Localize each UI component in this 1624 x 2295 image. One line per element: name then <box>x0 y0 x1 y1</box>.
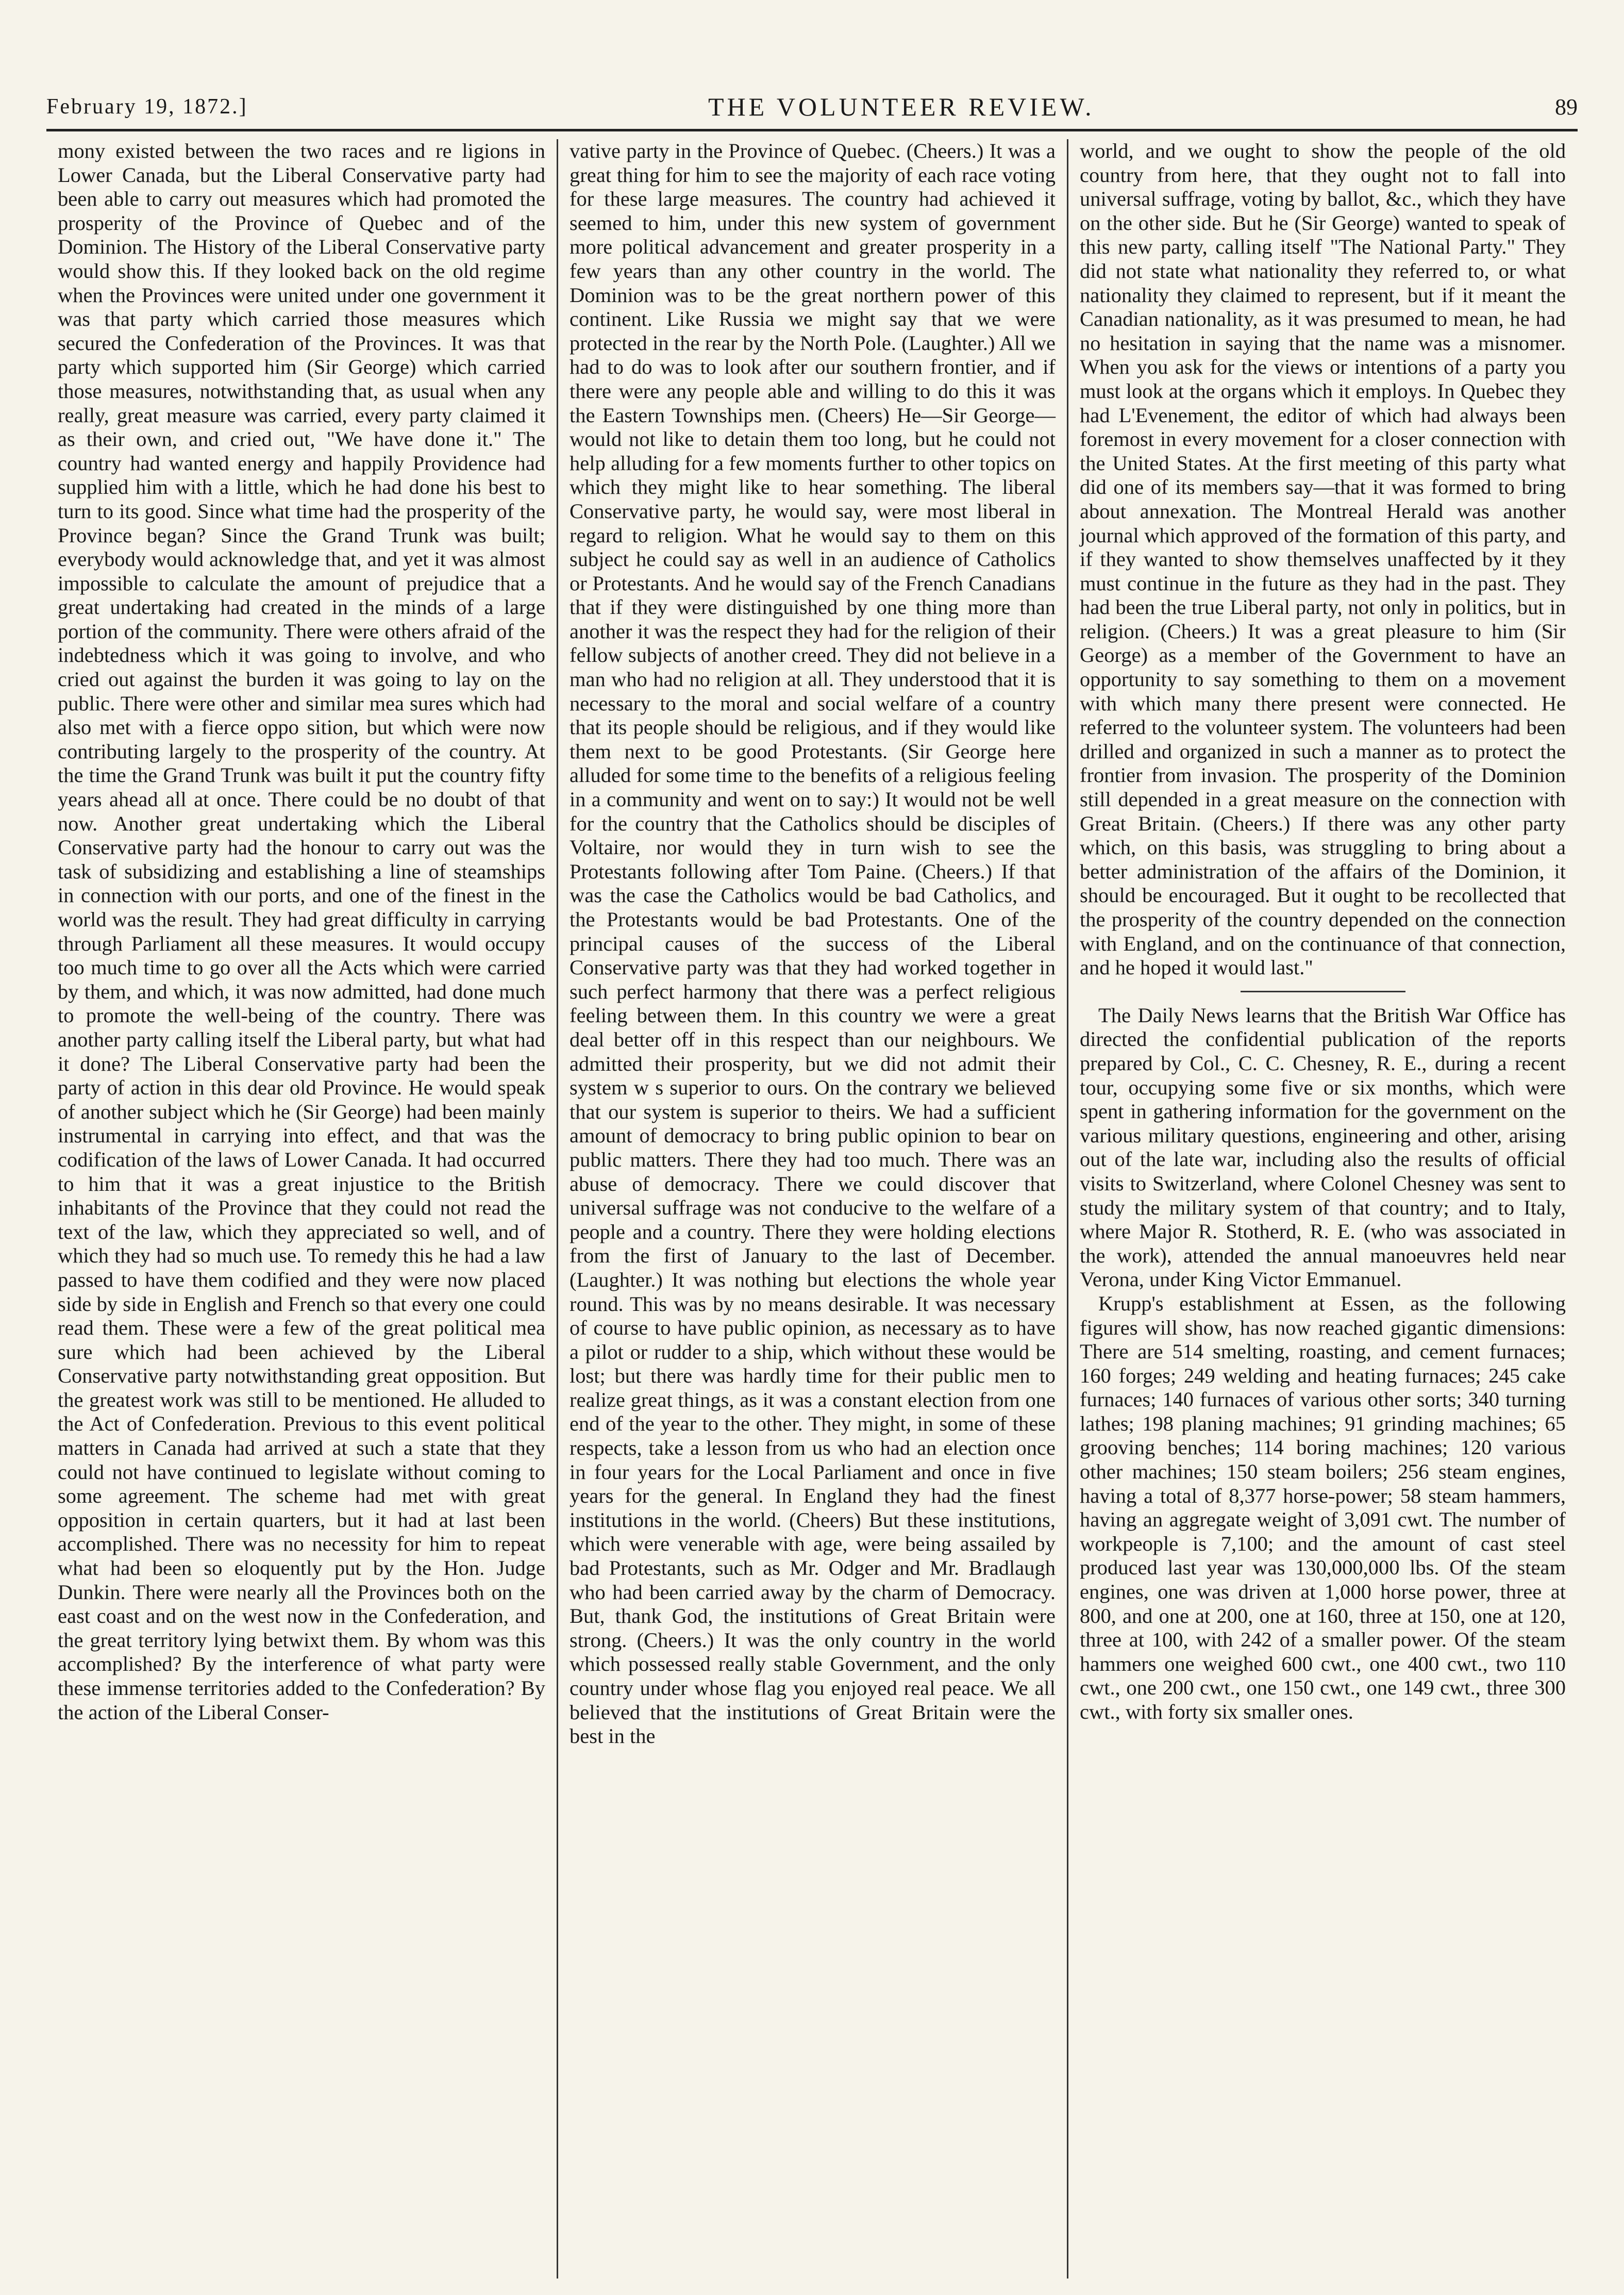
text-columns <box>46 139 1578 2279</box>
column-3-speech-conclusion: world, and we ought to show the people of the old country from here, that they ought not to fall into universal suffrage, voting by ballot, &c., which they have on the other side. But he (Sir George) wanted to speak of this new party, calling itself "The National Party." They did not state what nationality they referred to, or what nationality they claimed to represent, but if it meant the Canadian nationality, as it was presumed to mean, he had no hesitation in saying that the name was a misnomer. When you ask for the views or intentions of a party you must look at the organs which it employs. In Quebec they had L'Evenement, the editor of which had always been foremost in every movement for a closer connection with the United States. At the first meeting of this party what did one of its members say—that it was formed to bring about annexation. The Montreal Herald was another journal which approved of the formation of this party, and if they wanted to show themselves unaffected by it they must continue in the future as they had in the past. They had been the true Liberal party, not only in politics, but in religion. (Cheers.) It was a great pleasure to him (Sir George) as a member of the Government to have an opportunity to say something to them on a movement with which many there present were connected. He referred to the volunteer system. The volunteers had been drilled and organized in such a manner as to protect the frontier from invasion. The prosperity of the Dominion still depended in a great measure on the connection with Great Britain. (Cheers.) If there was any other party which, on this basis, was struggling to bring about a better administration of the affairs of the Dominion, it should be encouraged. But it ought to be recollected that the prosperity of the country depended on the connection with England, and on the continuance of that connection, and he hoped it would last." <box>1080 139 1566 979</box>
daily-news-article: The Daily News learns that the British War Office has directed the confidential publication of the reports prepared by Col., C. C. Chesney, R. E., during a recent tour, occupying some five or six months, which were spent in gathering information for the government on the various military questions, engineering and other, arising out of the late war, including also the results of official visits to Switzerland, where Colonel Chesney was sent to study the military system of that country; and to Italy, where Major R. Stotherd, R. E. (who was associated in the work), attended the annual manoeuvres held near Verona, under King Victor Emmanuel. <box>1080 1003 1566 1291</box>
page-number: 89 <box>1555 94 1578 120</box>
header-rule <box>46 129 1578 131</box>
krupp-article: Krupp's establishment at Essen, as the following figures will show, has now reached gigantic dimensions: There are 514 smelting, roasting, and cement furnaces; 160 forges; 249 welding and heating furnaces; 245 cake furnaces; 140 furnaces of various other sorts; 340 turning lathes; 198 planing machines; 91 grinding machines; 65 grooving benches; 114 boring machines; 120 various other machines; 150 steam boilers; 256 steam engines, having a total of 8,377 horse-power; 58 steam hammers, having an aggregate weight of 3,091 cwt. The number of workpeople is 7,100; and the amount of cast steel produced last year was 130,000,000 lbs. Of the steam engines, one was driven at 1,000 horse power, three at 800, and one at 200, one at 160, three at 150, one at 120, three at 100, with 242 of a smaller power. Of the steam hammers one weighed 600 cwt., one 400 cwt., two 110 cwt., one 200 cwt., one 150 cwt., one 149 cwt., three 300 cwt., with forty six smaller ones. <box>1080 1291 1566 1723</box>
page-header <box>46 87 1578 127</box>
column-1-text: mony existed between the two races and re ligions in Lower Canada, but the Liberal Conservative party had been able to carry out measures which had promoted the prosperity of the Province of Quebec and of the Dominion. The History of the Liberal Conservative party would show this. If they looked back on the old regime when the Provinces were united under one government it was that party which carried those measures which secured the Confederation of the Provinces. It was that party which supported him (Sir George) which carried those measures, notwithstanding that, as usual when any really, great measure was carried, every party claimed it as their own, and cried out, "We have done it." The country had wanted energy and happily Providence had supplied him with a little, which he had done his best to turn to its good. Since what time had the prosperity of the Province began? Since the Grand Trunk was built; everybody would acknowledge that, and yet it was almost impossible to calculate the amount of prejudice that a great undertaking had created in the minds of a large portion of the community. There were others afraid of the indebtedness which it was going to involve, and who cried out against the burden it was going to lay on the public. There were other and similar mea sures which had also met with a fierce oppo sition, but which were now contributing largely to the prosperity of the country. At the time the Grand Trunk was built it put the country fifty years ahead all at once. There could be no doubt of that now. Another great undertaking which the Liberal Conservative party had the honour to carry out was the task of subsidizing and establishing a line of steamships in connection with our ports, and one of the finest in the world was the result. They had great difficulty in carrying through Parliament all these measures. It would occupy too much time to go over all the Acts which were carried by them, and which, it was now admitted, had done much to promote the well-being of the country. There was another party calling itself the Liberal party, but what had it done? The Liberal Conservative party had been the party of action in this dear old Province. He would speak of another subject which he (Sir George) had been mainly instrumental in carrying into effect, and that was the codification of the laws of Lower Canada. It had occurred to him that it was a great injustice to the British inhabitants of the Province that they could not read the text of the law, which they appreciated so well, and of which they had so much use. To remedy this he had a law passed to have them codified and they were now placed side by side in English and French so that every one could read them. These were a few of the great political mea sure which had been achieved by the Liberal Conservative party notwithstanding great opposition. But the greatest work was still to be mentioned. He alluded to the Act of Confederation. Previous to this event political matters in Canada had arrived at such a state that they could not have continued to legislate without coming to some agreement. The scheme had met with great opposition in certain quarters, but it had at last been accomplished. There was no necessity for him to repeat what had been so eloquently put by the Hon. Judge Dunkin. There were nearly all the Provinces both on the east coast and on the west now in the Confederation, and the great territory lying betwixt them. By whom was this accomplished? By the interference of what party were these immense territories added to the Confederation? By the action of the Liberal Conser- <box>58 139 545 1724</box>
column-3 <box>1067 139 1577 2279</box>
column-1 <box>46 139 557 2279</box>
article-separator <box>1080 980 1566 1004</box>
publication-title: THE VOLUNTEER REVIEW. <box>708 92 1095 121</box>
column-2 <box>557 139 1067 2279</box>
column-2-text: vative party in the Province of Quebec. (Cheers.) It was a great thing for him to see the majority of each race voting for these large measures. The country had achieved it seemed to him, under this new system of government more political advancement and greater prosperity in a few years than any other country in the world. The Dominion was to be the great northern power of this continent. Like Russia we might say that we were protected in the rear by the North Pole. (Laughter.) All we had to do was to look after our southern frontier, and if there were any people able and willing to do this it was the Eastern Townships men. (Cheers) He—Sir George—would not like to detain them too long, but he could not help alluding for a few moments further to other topics on which they might like to hear something. The liberal Conservative party, he would say, were most liberal in regard to religion. What he would say to them on this subject he could say as well in an audience of Catholics or Protestants. And he would say of the French Canadians that if they were distinguished by one thing more than another it was the respect they had for the religion of their fellow subjects of another creed. They did not believe in a man who had no religion at all. They understood that it is necessary to the moral and social welfare of a country that its people should be religious, and if they would like them next to be good Protestants. (Sir George here alluded for some time to the benefits of a religious feeling in a community and went on to say:) It would not be well for the country that the Catholics should be disciples of Voltaire, nor would they in turn wish to see the Protestants following after Tom Paine. (Cheers.) If that was the case the Catholics would be bad Catholics, and the Protestants would be bad Protestants. One of the principal causes of the success of the Liberal Conservative party was that they had worked together in such perfect harmony that there was a perfect religious feeling between them. In this country we were a great deal better off in this respect than our neighbours. We admitted their prosperity, but we did not admit their system w s superior to ours. On the contrary we believed that our system is superior to theirs. We had a sufficient amount of democracy to bring public opinion to bear on public matters. There they had too much. There was an abuse of democracy. There we could discover that universal suffrage was not conducive to the welfare of a people and a country. There they were holding elections from the first of January to the last of December. (Laughter.) It was nothing but elections the whole year round. This was by no means desirable. It was necessary of course to have public opinion, as necessary as to have a pilot or rudder to a ship, which without these would be lost; but there was hardly time for their public men to realize great things, as it was a constant election from one end of the year to the other. They might, in some of these respects, take a lesson from us who had an election once in four years for the Local Parliament and once in five years for the general. In England they had the finest institutions in the world. (Cheers) But these institutions, which were venerable with age, were being assailed by bad Protestants, such as Mr. Odger and Mr. Bradlaugh who had been carried away by the charm of Democracy. But, thank God, the institutions of Great Britain were strong. (Cheers.) It was the only country in the world which possessed really stable Government, and the only country under whose flag you enjoyed real peace. We all believed that the institutions of Great Britain were the best in the <box>570 139 1056 1748</box>
issue-date: February 19, 1872.] <box>46 95 248 119</box>
